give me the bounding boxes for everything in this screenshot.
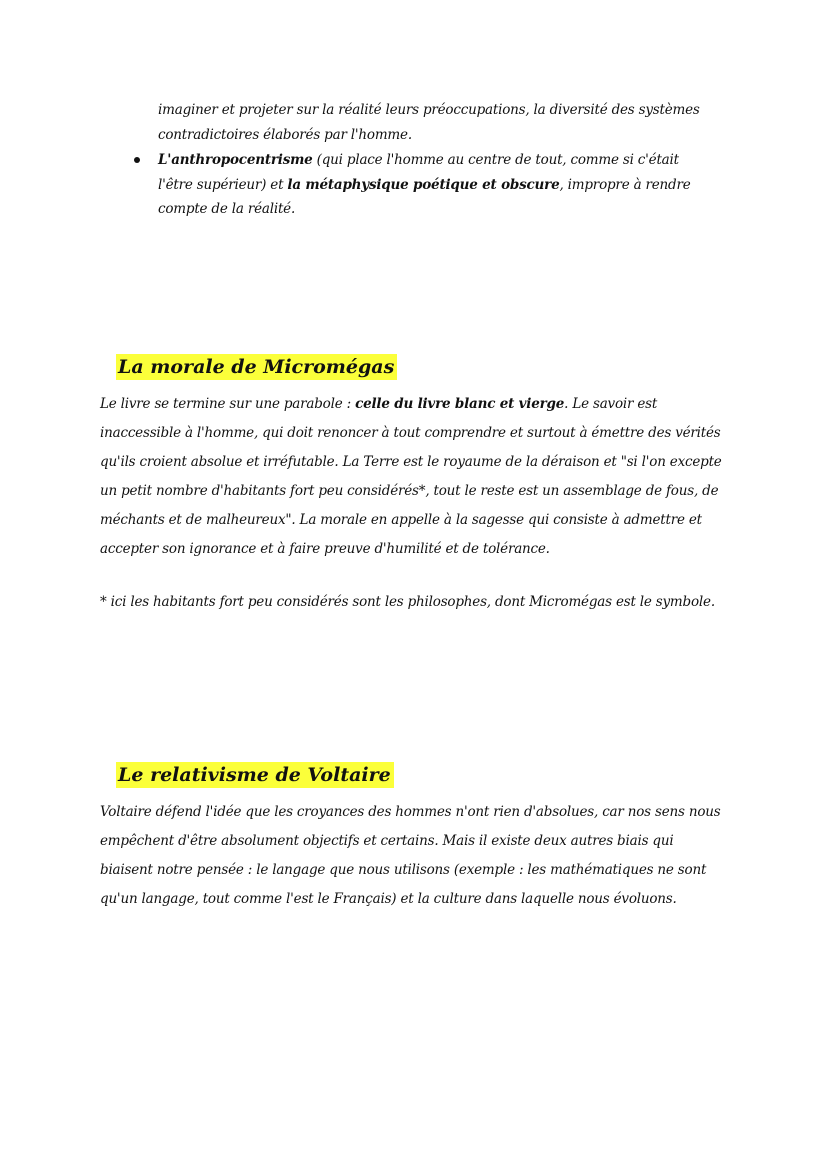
- section-heading-relativisme: Le relativisme de Voltaire: [116, 762, 394, 788]
- bullet-bold-metaphysique: la métaphysique poétique et obscure: [287, 176, 560, 193]
- continuation-paragraph: imaginer et projeter sur la réalité leurs préoccupations, la diversité des systèmes contradictoires élaborés par l'homme.: [158, 102, 700, 143]
- continuation-text: [158, 98, 718, 147]
- section-paragraph-relativisme: [100, 798, 730, 914]
- bullet-text: [158, 148, 703, 222]
- bullet-dot-icon: [134, 157, 140, 163]
- morale-text-start: Le livre se termine sur une parabole :: [100, 396, 356, 412]
- bullet-text-part1: (qui place l'homme au centre de tout, comme si c'était l'être supérieur) et: [158, 152, 679, 193]
- morale-bold-livre-blanc: celle du livre blanc et vierge: [355, 396, 565, 412]
- relativisme-text: Voltaire défend l'idée que les croyances des hommes n'ont rien d'absolues, car nos sens nous empêchent d'être absolument objectifs et certains. Mais il existe deux autres biais qui biaisent notre pensée : le langage que nous utilisons (exemple : les mathématiques ne sont qu'un langage, tout comme l'est le Français) et la culture dans laquelle nous évoluons.: [100, 804, 721, 907]
- section-heading-morale: La morale de Micromégas: [116, 354, 397, 380]
- footnote: * ici les habitants fort peu considérés sont les philosophes, dont Micromégas est le symbole.: [100, 594, 715, 610]
- bullet-bold-anthropocentrisme: L'anthropocentrisme: [158, 152, 313, 168]
- section-paragraph-morale: [100, 390, 730, 564]
- bullet-text-part2: , impropre à rendre compte de la réalité.: [158, 176, 691, 217]
- morale-text-rest: . Le savoir est inaccessible à l'homme, qui doit renoncer à tout comprendre et surtout à émettre des vérités qu'ils croient absolue et irréfutable. La Terre est le royaume de la déraison et "si l'on excepte un petit nombre d'habitants fort peu considérés*, tout le reste est un assemblage de fous, de méchants et de malheureux". La morale en appelle à la sagesse qui consiste à admettre et accepter son ignorance et à faire preuve d'humilité et de tolérance.: [100, 396, 722, 557]
